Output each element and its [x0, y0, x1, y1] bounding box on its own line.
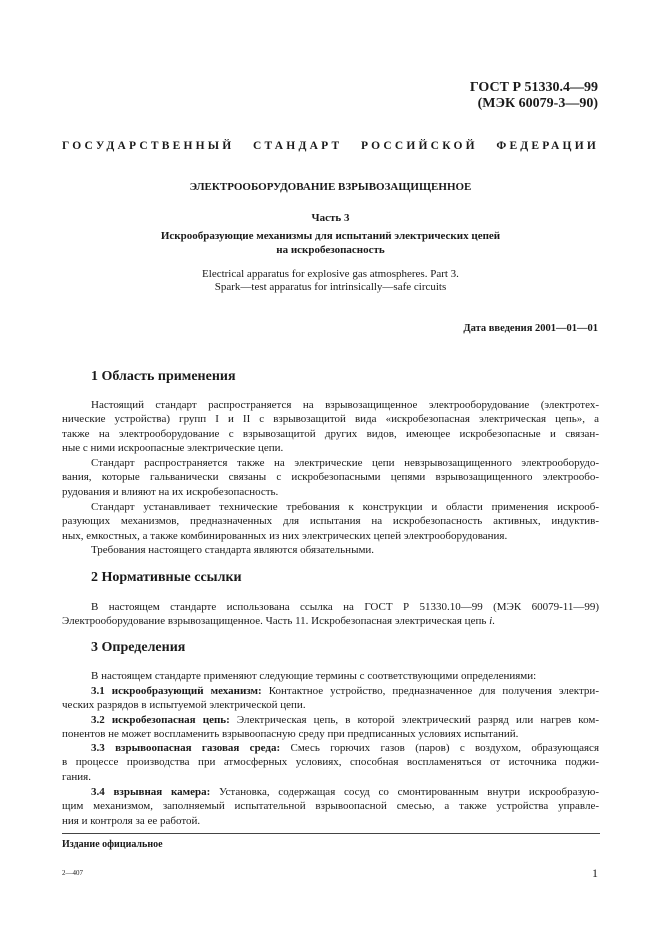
- definition-3-3: 3.3 взрывоопасная газовая среда: Смесь горючих газов (паров) с воздухом, образующаяся в процессе производства при атмосферных условиях, способная воспламеняться от источника поджи- гания.: [62, 742, 599, 783]
- page-number: 1: [592, 866, 598, 880]
- english-title-line: Electrical apparatus for explosive gas atmospheres. Part 3.: [202, 268, 459, 280]
- definition-term: 3.2 искробезопасная цепь:: [91, 714, 230, 726]
- gost-code: ГОСТ Р 51330.4—99: [469, 80, 598, 95]
- section-2-heading: 2 Нормативные ссылки: [91, 570, 242, 585]
- section-3-heading: 3 Определения: [91, 640, 186, 655]
- document-subtitle: [62, 229, 599, 257]
- print-code: 2—407: [62, 869, 83, 877]
- section-1-paragraph-2: Стандарт распространяется также на электрические цепи невзрывозащищенного электрооборудо- вания, которые гальванически связаны с искробезопасными цепями взрывозащищенного электрообо- рудования и влияют на их искробезопасность.: [62, 457, 599, 498]
- definition-term: 3.1 искрообразующий механизм:: [91, 685, 262, 697]
- subtitle-line: на искробезопасность: [276, 244, 385, 256]
- definition-3-4: 3.4 взрывная камера: Установка, содержащая сосуд со смонтированным внутри искрообразую- щим механизмом, заполняемый испытательной взрывоопасной смесью, а также устройства управле- ния и контроля за ее работой.: [62, 786, 599, 827]
- definition-term: 3.3 взрывоопасная газовая среда:: [91, 742, 281, 754]
- definition-3-2: 3.2 искробезопасная цепь: Электрическая цепь, в которой электрический разряд или нагрев ком- понентов не может воспламенить взрывоопасную среду при предписанных условиях испытаний.: [62, 714, 599, 741]
- iec-code: (МЭК 60079-3—90): [477, 96, 598, 111]
- definition-term: 3.4 взрывная камера:: [91, 786, 211, 798]
- document-part: Часть 3: [311, 212, 350, 224]
- english-title: [62, 268, 599, 294]
- section-2-paragraph: В настоящем стандарте использована ссылка на ГОСТ Р 51330.10—99 (МЭК 60079-11—99) Электрооборудование взрывозащищенное. Часть 11. Искробезопасная электрическая цепь i.: [62, 601, 599, 628]
- footer-divider: [62, 833, 600, 834]
- english-title-line: Spark—test apparatus for intrinsically—safe circuits: [214, 281, 447, 293]
- introduction-date: Дата введения 2001—01—01: [463, 323, 598, 334]
- subtitle-line: Искрообразующие механизмы для испытаний электрических цепей: [160, 230, 501, 242]
- document-title: ЭЛЕКТРООБОРУДОВАНИЕ ВЗРЫВОЗАЩИЩЕННОЕ: [189, 181, 472, 193]
- section-3-intro: В настоящем стандарте применяют следующие термины с соответствующими определениями:: [91, 670, 537, 682]
- section-1-paragraph-1: Настоящий стандарт распространяется на взрывозащищенное электрооборудование (электротех- нические устройства) групп I и II с взрывозащитой вида «искробезопасная электрическая цепь», а также на электрооборудование с взрывозащитой других видов, имеющее искробезопасные и связан- ные с ними искроопасные электрические цепи.: [62, 399, 599, 454]
- standard-designation: [470, 80, 598, 112]
- section-1-paragraph-3: Стандарт устанавливает технические требования к конструкции и области применения искрооб- разующих механизмов, предназначенных для испытания на искробезопасность активных, индуктив- ных, емкостных, а также комбинированных из них электрических цепей электрооборудования.: [62, 501, 599, 542]
- definition-3-1: 3.1 искрообразующий механизм: Контактное устройство, предназначенное для получения электри- ческих разрядов в испытуемой электрической цепи.: [62, 685, 599, 712]
- state-standard-banner: ГОСУДАРСТВЕННЫЙ СТАНДАРТ РОССИЙСКОЙ ФЕДЕРАЦИИ: [62, 140, 599, 152]
- official-edition-label: Издание официальное: [62, 839, 163, 850]
- section-1-paragraph-4: Требования настоящего стандарта являются обязательными.: [91, 544, 375, 556]
- section-1-heading: 1 Область применения: [91, 369, 236, 384]
